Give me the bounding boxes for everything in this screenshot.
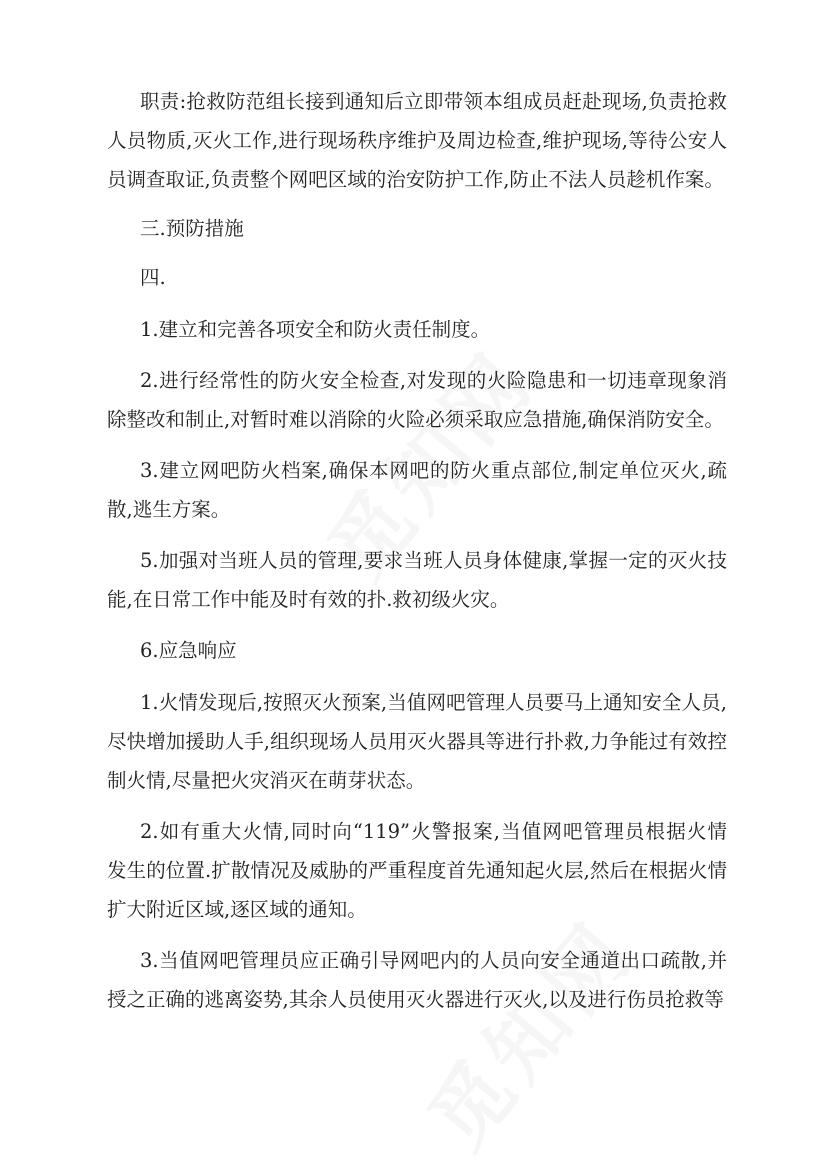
paragraph-line: 1.火情发现后,按照灭火预案,当值网吧管理人员要马上通知安全人员, [140,691,727,714]
paragraph-line: 2.如有重大火情,同时向“119”火警报案,当值网吧管理员根据火情 [140,820,727,843]
paragraph-line: 2.进行经常性的防火安全检查,对发现的火险隐患和一切违章现象消 [140,369,727,392]
paragraph-line: 1.建立和完善各项安全和防火责任制度。 [140,318,491,341]
paragraph-line: 三.预防措施 [140,217,244,240]
paragraph-line: 授之正确的逃离姿势,其余人员使用灭火器进行灭火,以及进行伤员抢救等 [107,988,724,1011]
paragraph-line: 员调查取证,负责整个网吧区域的治安防护工作,防止不法人员趁机作案。 [107,168,724,191]
paragraph-line: 除整改和制止,对暂时难以消除的火险必须采取应急措施,确保消防安全。 [107,408,724,431]
paragraph-line: 扩大附近区域,逐区域的通知。 [107,898,367,921]
paragraph-line: 职责:抢救防范组长接到通知后立即带领本组成员赶赴现场,负责抢救 [140,90,727,113]
paragraph-line: 人员物质,灭火工作,进行现场秩序维护及周边检查,维护现场,等待公安人 [107,129,727,152]
paragraph-line: 散,逃生方案。 [107,498,231,521]
watermark [413,905,652,1165]
paragraph-line: 能,在日常工作中能及时有效的扑.救初级火灾。 [107,588,510,611]
paragraph-line: 5.加强对当班人员的管理,要求当班人员身体健康,掌握一定的灭火技 [140,549,727,572]
paragraph-line: 四. [140,266,166,289]
paragraph-line: 尽快增加援助人手,组织现场人员用灭火器具等进行扑救,力争能过有效控 [107,730,727,753]
paragraph-line: 制火情,尽量把火灾消灭在萌芽状态。 [107,769,426,792]
paragraph-line: 6.应急响应 [140,639,237,662]
paragraph-line: 发生的位置.扩散情况及威胁的严重程度首先通知起火层,然后在根据火情 [107,859,727,882]
paragraph-line: 3.当值网吧管理员应正确引导网吧内的人员向安全通道出口疏散,并 [140,949,727,972]
paragraph-line: 3.建立网吧防火档案,确保本网吧的防火重点部位,制定单位灭火,疏 [140,459,727,482]
